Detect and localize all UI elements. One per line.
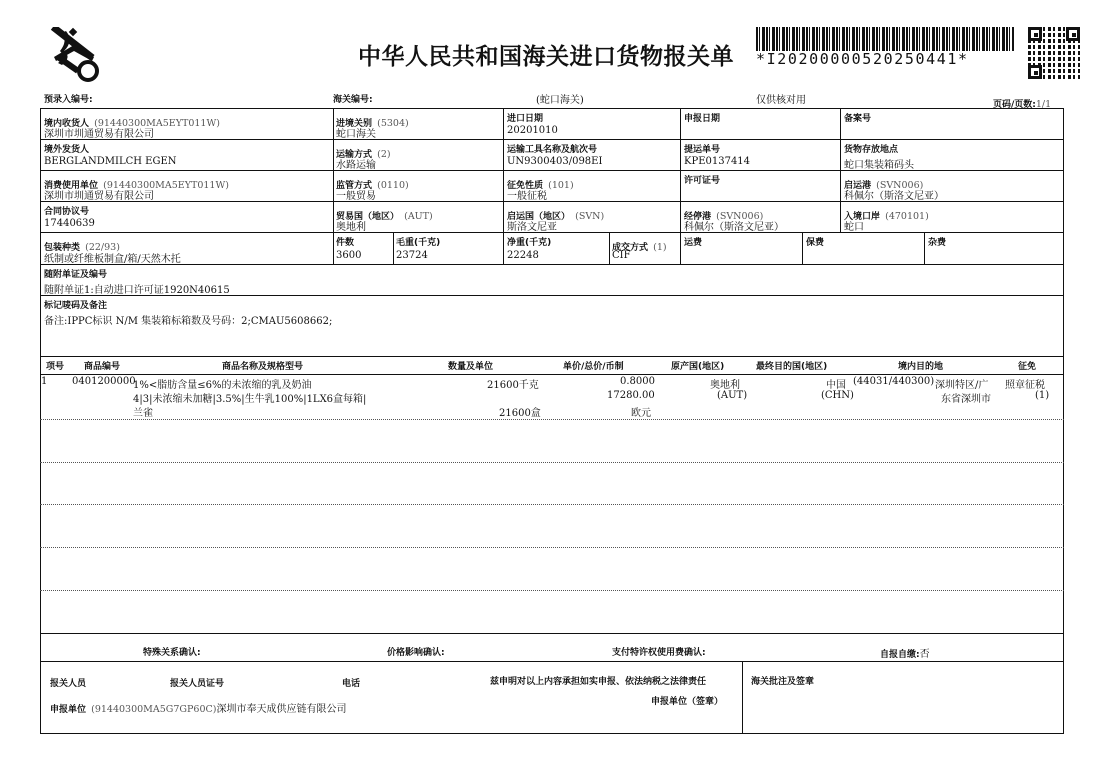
entry-port-field-2: 入境口岸 (470101) bbox=[844, 211, 929, 222]
bl-value: KPE0137414 bbox=[684, 156, 751, 167]
import-date-label: 进口日期 bbox=[507, 114, 544, 124]
trade-country-value: 奥地利 bbox=[336, 222, 366, 233]
entry-port-value-2: 蛇口 bbox=[844, 222, 864, 233]
levy-value: 一般征税 bbox=[507, 191, 547, 202]
goods-item-unit-price: 0.8000 bbox=[620, 376, 655, 387]
record-no-label: 备案号 bbox=[844, 114, 872, 124]
package-value: 纸制或纤维板制盒/箱/天然木托 bbox=[44, 254, 181, 265]
pre-entry-label: 预录入编号: bbox=[44, 95, 93, 105]
goods-item-dest-2: 东省深圳市 bbox=[941, 394, 991, 405]
self-pay-field: 自报自缴:否 bbox=[880, 649, 930, 660]
goods-item-dest-1: 深圳特区/广 bbox=[935, 380, 989, 391]
goods-item-levy-2: (1) bbox=[1035, 390, 1050, 401]
consignee-name: 深圳市圳通贸易有限公司 bbox=[44, 129, 154, 140]
barcode-text: *I202000005202504​41* bbox=[756, 50, 969, 68]
contract-label: 合同协议号 bbox=[44, 207, 90, 217]
goods-item-name-1: 1%<脂肪含量≤6%的未浓缩的乳及奶油 bbox=[133, 380, 312, 391]
customs-emblem-icon bbox=[44, 27, 104, 85]
goods-header-price: 单价/总价/币制 bbox=[563, 362, 624, 372]
goods-item-dest-country: 中国 bbox=[826, 380, 846, 391]
contract-value: 17440639 bbox=[44, 218, 95, 229]
transport-value: 水路运输 bbox=[336, 160, 376, 171]
customs-no-label: 海关编号: bbox=[333, 95, 373, 105]
goods-item-origin-code: (AUT) bbox=[717, 390, 748, 401]
form-title: 中华人民共和国海关进口货物报关单 bbox=[358, 44, 734, 70]
goods-item-currency: 欧元 bbox=[631, 408, 651, 419]
package-field: 包装种类 (22/93) bbox=[44, 242, 120, 253]
supervision-value: 一般贸易 bbox=[336, 191, 376, 202]
special-relation-label: 特殊关系确认: bbox=[143, 648, 201, 658]
goods-header-hs: 商品编号 bbox=[84, 362, 121, 372]
declare-date-label: 申报日期 bbox=[684, 114, 721, 124]
supervision-field: 监管方式 (0110) bbox=[336, 180, 409, 191]
goods-header-levy: 征免 bbox=[1018, 362, 1037, 372]
gross-value: 23724 bbox=[396, 250, 428, 261]
customs-sign-label: 海关批注及签章 bbox=[751, 677, 815, 687]
insurance-label: 保费 bbox=[806, 238, 825, 248]
barcode bbox=[756, 27, 1014, 51]
origin-country-value: 斯洛文尼亚 bbox=[507, 222, 557, 233]
terms-field: 成交方式 (1) bbox=[612, 242, 667, 253]
goods-header-dest-country: 最终目的国(地区) bbox=[756, 362, 828, 372]
declare-unit-seal-label: 申报单位（签章） bbox=[651, 697, 724, 707]
transport-field: 运输方式 (2) bbox=[336, 149, 391, 160]
declarant-cert-label: 报关人员证号 bbox=[170, 679, 225, 689]
entry-port-value: 蛇口海关 bbox=[336, 129, 376, 140]
bl-label: 提运单号 bbox=[684, 145, 721, 155]
terms-value: CIF bbox=[612, 250, 631, 261]
goods-item-name-3: 兰雀 bbox=[133, 408, 153, 419]
pieces-value: 3600 bbox=[336, 250, 362, 261]
goods-item-total-price: 17280.00 bbox=[607, 390, 655, 401]
qr-code bbox=[1028, 27, 1080, 79]
marks-label: 标记唛码及备注 bbox=[44, 301, 108, 311]
import-date-value: 20201010 bbox=[507, 125, 558, 136]
shipper-label: 境外发货人 bbox=[44, 145, 90, 155]
depart-port-field: 启运港 (SVN006) bbox=[844, 180, 924, 191]
storage-value: 蛇口集装箱码头 bbox=[844, 160, 914, 171]
verify-note: 仅供核对用 bbox=[756, 95, 806, 106]
legal-statement: 兹申明对以上内容承担如实申报、依法纳税之法律责任 bbox=[490, 677, 707, 687]
freight-label: 运费 bbox=[684, 238, 703, 248]
vessel-value: UN9300403/098EI bbox=[507, 156, 603, 167]
shipper-name: BERGLANDMILCH EGEN bbox=[44, 156, 177, 167]
user-name: 深圳市圳通贸易有限公司 bbox=[44, 191, 154, 202]
declare-unit-field: 申报单位 (91440300MA5G7GP60C)深圳市奉天成供应链有限公司 bbox=[50, 704, 347, 715]
user-field: 消费使用单位 (91440300MA5EYT011W) bbox=[44, 180, 229, 191]
declarant-label: 报关人员 bbox=[50, 679, 87, 689]
customs-office: (蛇口海关) bbox=[536, 95, 584, 106]
gross-label: 毛重(千克) bbox=[396, 238, 441, 248]
phone-label: 电话 bbox=[342, 679, 361, 689]
goods-item-levy-1: 照章征税 bbox=[1005, 380, 1045, 391]
goods-item-qty-2: 21600盒 bbox=[499, 408, 541, 419]
consignee-field: 境内收货人 (91440300MA5EYT011W) bbox=[44, 118, 220, 129]
page-indicator: 页码/页数:1/1 bbox=[993, 99, 1052, 110]
goods-item-dest-country-code: (CHN) bbox=[821, 390, 854, 401]
royalty-label: 支付特许权使用费确认: bbox=[612, 648, 706, 658]
docs-label: 随附单证及编号 bbox=[44, 270, 108, 280]
net-value: 22248 bbox=[507, 250, 539, 261]
vessel-label: 运输工具名称及航次号 bbox=[507, 145, 598, 155]
transit-value: 科佩尔（斯洛文尼亚） bbox=[684, 222, 784, 233]
pieces-label: 件数 bbox=[336, 238, 355, 248]
storage-label: 货物存放地点 bbox=[844, 145, 899, 155]
depart-port-value: 科佩尔（斯洛文尼亚） bbox=[844, 191, 944, 202]
misc-label: 杂费 bbox=[928, 238, 947, 248]
goods-item-qty-1: 21600千克 bbox=[487, 380, 539, 391]
levy-field: 征免性质 (101) bbox=[507, 180, 574, 191]
trade-country-field: 贸易国（地区） (AUT) bbox=[336, 211, 433, 222]
license-label: 许可证号 bbox=[684, 176, 721, 186]
entry-port-field: 进境关别 (5304) bbox=[336, 118, 409, 129]
goods-item-name-2: 4|3|未浓缩未加糖|3.5%|生牛乳100%|1LX6盒每箱| bbox=[133, 394, 367, 405]
goods-header-dest: 境内目的地 bbox=[898, 362, 944, 372]
goods-item-dest-code: (44031/440300) bbox=[853, 376, 935, 387]
goods-header-qty: 数量及单位 bbox=[448, 362, 494, 372]
docs-value: 随附单证1:自动进口许可证1920N40615 bbox=[44, 285, 230, 296]
goods-item-origin: 奥地利 bbox=[710, 380, 740, 391]
goods-header-origin: 原产国(地区) bbox=[671, 362, 725, 372]
goods-item-hs: 0401200000 bbox=[72, 376, 136, 387]
marks-value: 备注:IPPC标识 N/M 集装箱标箱数及号码：2;CMAU5608662; bbox=[44, 316, 333, 327]
price-impact-label: 价格影响确认: bbox=[387, 648, 445, 658]
goods-header-no: 项号 bbox=[46, 362, 65, 372]
goods-item-no: 1 bbox=[41, 376, 48, 387]
net-label: 净重(千克) bbox=[507, 238, 552, 248]
goods-header-name: 商品名称及规格型号 bbox=[222, 362, 304, 372]
origin-country-field: 启运国（地区） (SVN) bbox=[507, 211, 605, 222]
transit-field: 经停港 (SVN006) bbox=[684, 211, 764, 222]
